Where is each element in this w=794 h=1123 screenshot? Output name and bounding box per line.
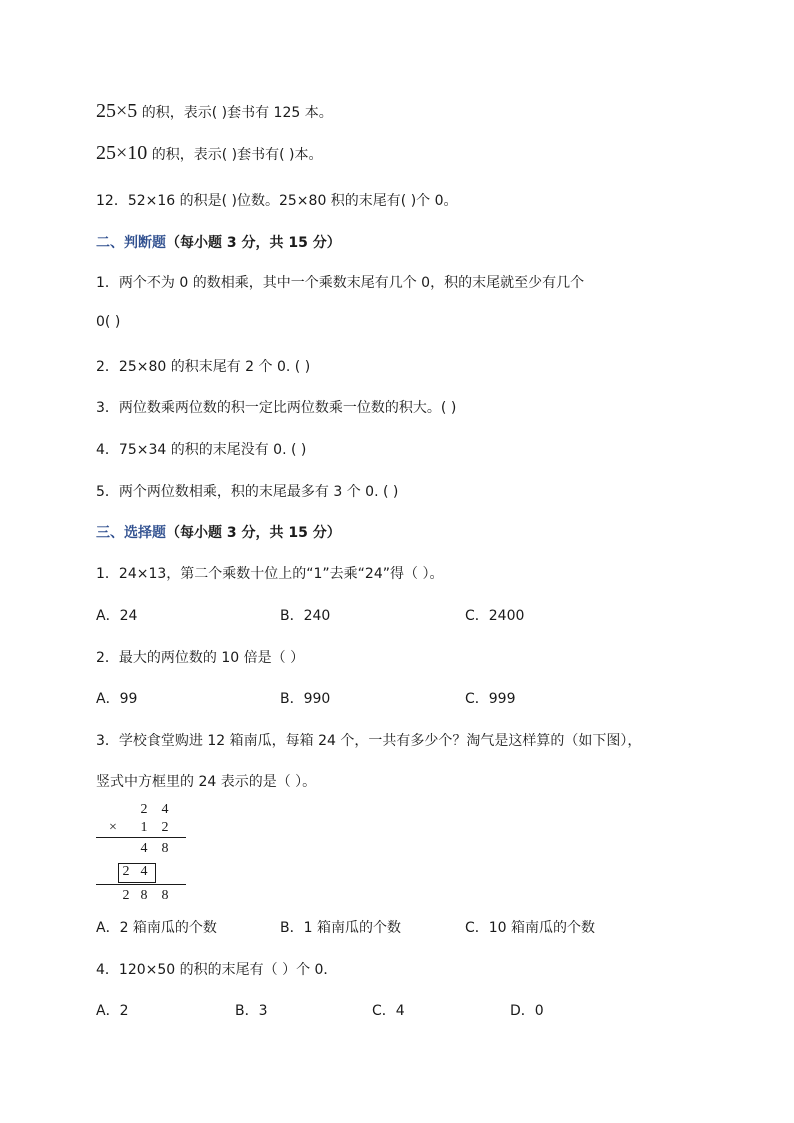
question-12: 12．52×16 的积是( )位数。25×80 积的末尾有( )个 0。 [96,193,458,209]
digit: 4 [140,841,148,856]
vertical-multiplication [96,800,196,905]
digit: 8 [140,888,148,903]
option-b: B．990 [280,691,331,707]
math-expression: 25×10 [96,142,148,164]
choice-question-3: 3．学校食堂购进 12 箱南瓜，每箱 24 个，一共有多少个？淘气是这样算的（如下图）， [96,733,642,749]
rule-line [96,837,186,838]
fill-line-text: 的积，表示( )套书有 125 本。 [141,105,333,121]
judge-question-3: 3．两位数乘两位数的积一定比两位数乘一位数的积大。( ) [96,400,457,416]
judge-question-1-cont: 0( ) [96,314,121,330]
choice-question-2: 2．最大的两位数的 10 倍是（ ） [96,650,305,666]
judge-question-5: 5．两个两位数相乘，积的末尾最多有 3 个 0. ( ) [96,484,399,500]
fill-line-25x10 [96,142,322,165]
fill-line-25x5 [96,100,333,123]
digit: 8 [161,888,169,903]
digit: 2 [122,888,130,903]
section-heading-judge [96,232,341,252]
section-note: （每小题 3 分，共 15 分） [166,235,341,251]
option-a: A．2 箱南瓜的个数 [96,920,217,936]
rule-line [96,884,186,885]
digit: 2 [122,864,130,879]
option-b: B．1 箱南瓜的个数 [280,920,401,936]
digit: 4 [161,802,169,817]
option-d: D．0 [510,1003,544,1019]
math-expression: 25×5 [96,100,138,122]
digit: 8 [161,841,169,856]
judge-question-1: 1．两个不为 0 的数相乘，其中一个乘数末尾有几个 0，积的末尾就至少有几个 [96,275,585,291]
option-a: A．2 [96,1003,129,1019]
choice-question-4: 4．120×50 的积的末尾有（ ）个 0． [96,962,338,978]
option-a: A．99 [96,691,138,707]
option-b: B．240 [280,608,331,624]
section-title: 三、选择题 [96,525,166,541]
digit: 2 [140,802,148,817]
judge-question-4: 4．75×34 的积的末尾没有 0. ( ) [96,442,307,458]
times-sign: × [109,820,117,835]
option-a: A．24 [96,608,138,624]
choice-question-1: 1．24×13，第二个乘数十位上的“1”去乘“24”得（ ）。 [96,566,444,582]
choice-question-3-cont: 竖式中方框里的 24 表示的是（ ）。 [96,774,317,790]
option-c: C．4 [372,1003,405,1019]
option-c: C．999 [465,691,516,707]
digit: 1 [140,820,148,835]
section-title: 二、判断题 [96,235,166,251]
option-c: C．2400 [465,608,525,624]
digit: 4 [140,864,148,879]
option-c: C．10 箱南瓜的个数 [465,920,596,936]
option-b: B．3 [235,1003,268,1019]
section-note: （每小题 3 分，共 15 分） [166,525,341,541]
fill-line-text: 的积，表示( )套书有( )本。 [151,147,323,163]
judge-question-2: 2．25×80 的积末尾有 2 个 0. ( ) [96,359,311,375]
section-heading-choice [96,522,341,542]
digit: 2 [161,820,169,835]
